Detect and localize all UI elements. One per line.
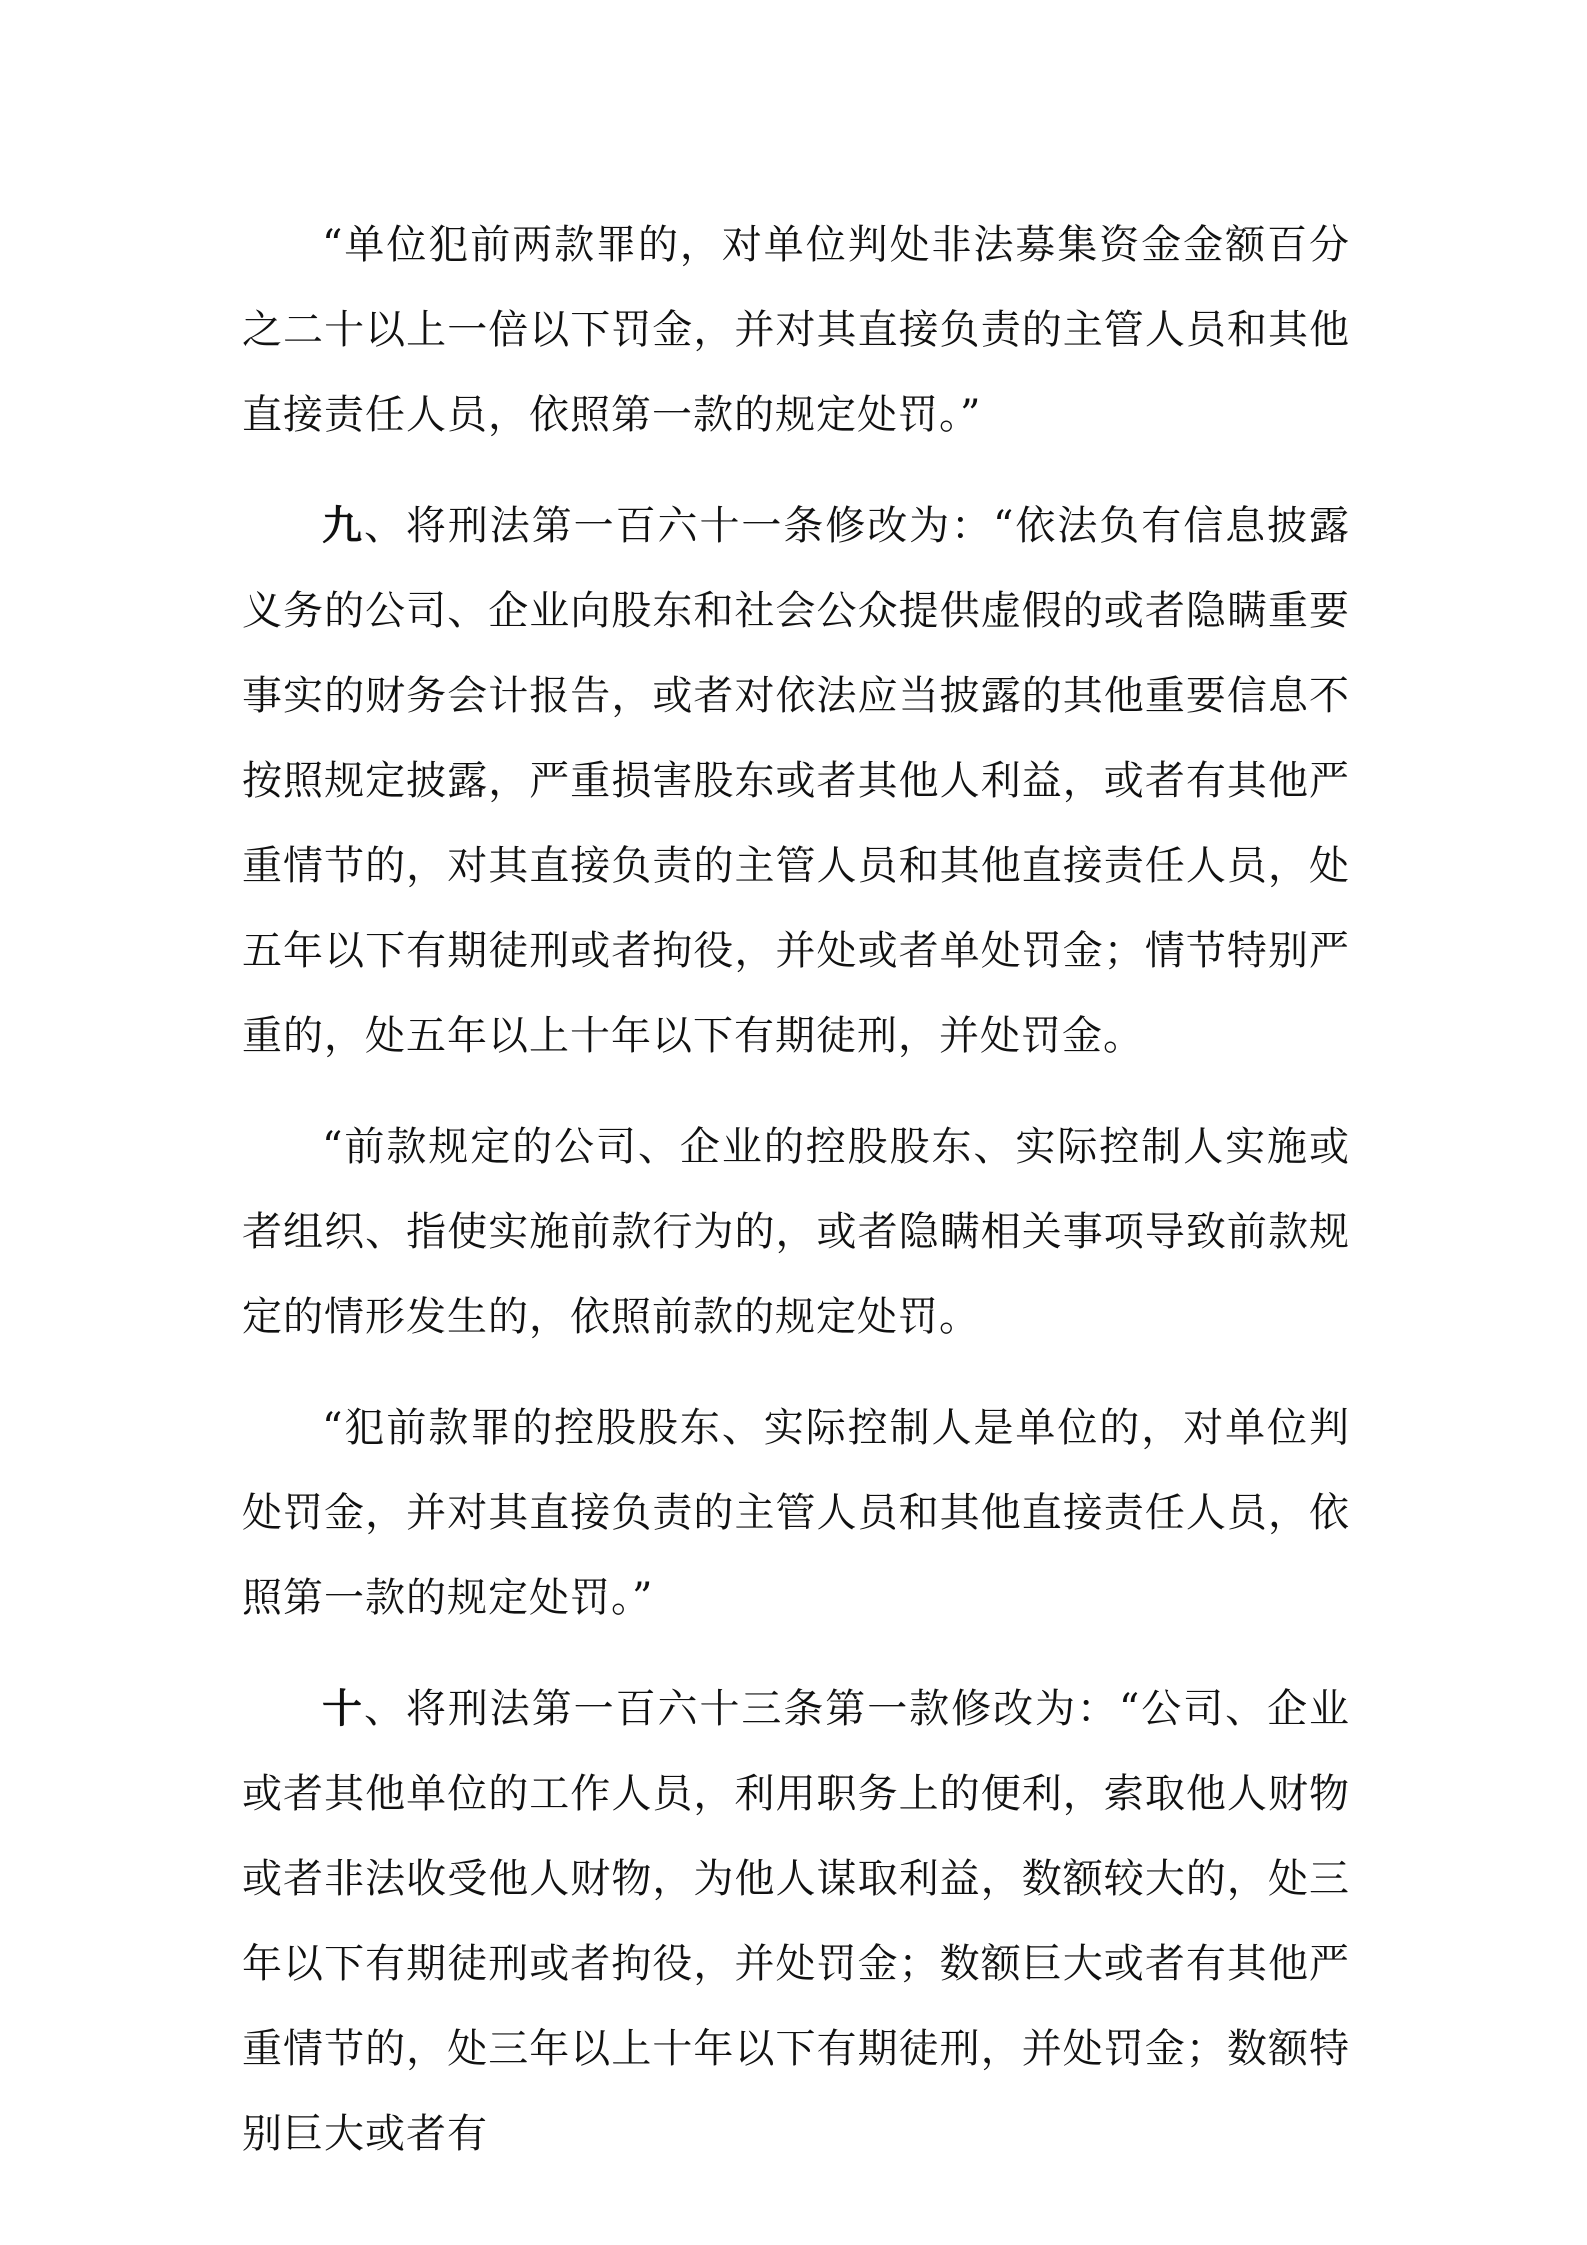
article-number: 十 bbox=[322, 1685, 364, 1732]
paragraph-article-9 bbox=[242, 483, 1350, 1079]
paragraph-controlling-shareholder bbox=[242, 1104, 1350, 1360]
paragraph-text: 、将刑法第一百六十一条修改为：“依法负有信息披露义务的公司、企业向股东和社会公众提供虚假的或者隐瞒重要事实的财务会计报告，或者对依法应当披露的其他重要信息不按照规定披露，严重损害股东或者其他人利益，或者有其他严重情节的，对其直接负责的主管人员和其他直接责任人员，处五年以下有期徒刑或者拘役，并处或者单处罚金；情节特别严重的，处五年以上十年以下有期徒刑，并处罚金。 bbox=[242, 503, 1351, 1059]
article-number: 九 bbox=[322, 502, 364, 549]
paragraph-text: “前款规定的公司、企业的控股股东、实际控制人实施或者组织、指使实施前款行为的，或者隐瞒相关事项导致前款规定的情形发生的，依照前款的规定处罚。 bbox=[242, 1124, 1350, 1340]
paragraph-text: “单位犯前两款罪的，对单位判处非法募集资金金额百分之二十以上一倍以下罚金，并对其直接负责的主管人员和其他直接责任人员，依照第一款的规定处罚。” bbox=[242, 222, 1350, 438]
paragraph-text: 、将刑法第一百六十三条第一款修改为：“公司、企业或者其他单位的工作人员，利用职务上的便利，索取他人财物或者非法收受他人财物，为他人谋取利益，数额较大的，处三年以下有期徒刑或者拘役，并处罚金；数额巨大或者有其他严重情节的，处三年以上十年以下有期徒刑，并处罚金；数额特别巨大或者有 bbox=[242, 1686, 1351, 2157]
document-body bbox=[242, 202, 1350, 2202]
paragraph-article-10 bbox=[242, 1666, 1350, 2177]
paragraph-text: “犯前款罪的控股股东、实际控制人是单位的，对单位判处罚金，并对其直接负责的主管人员和其他直接责任人员，依照第一款的规定处罚。” bbox=[242, 1405, 1350, 1621]
paragraph-unit-crime-penalty bbox=[242, 202, 1350, 458]
paragraph-unit-shareholder bbox=[242, 1385, 1350, 1641]
